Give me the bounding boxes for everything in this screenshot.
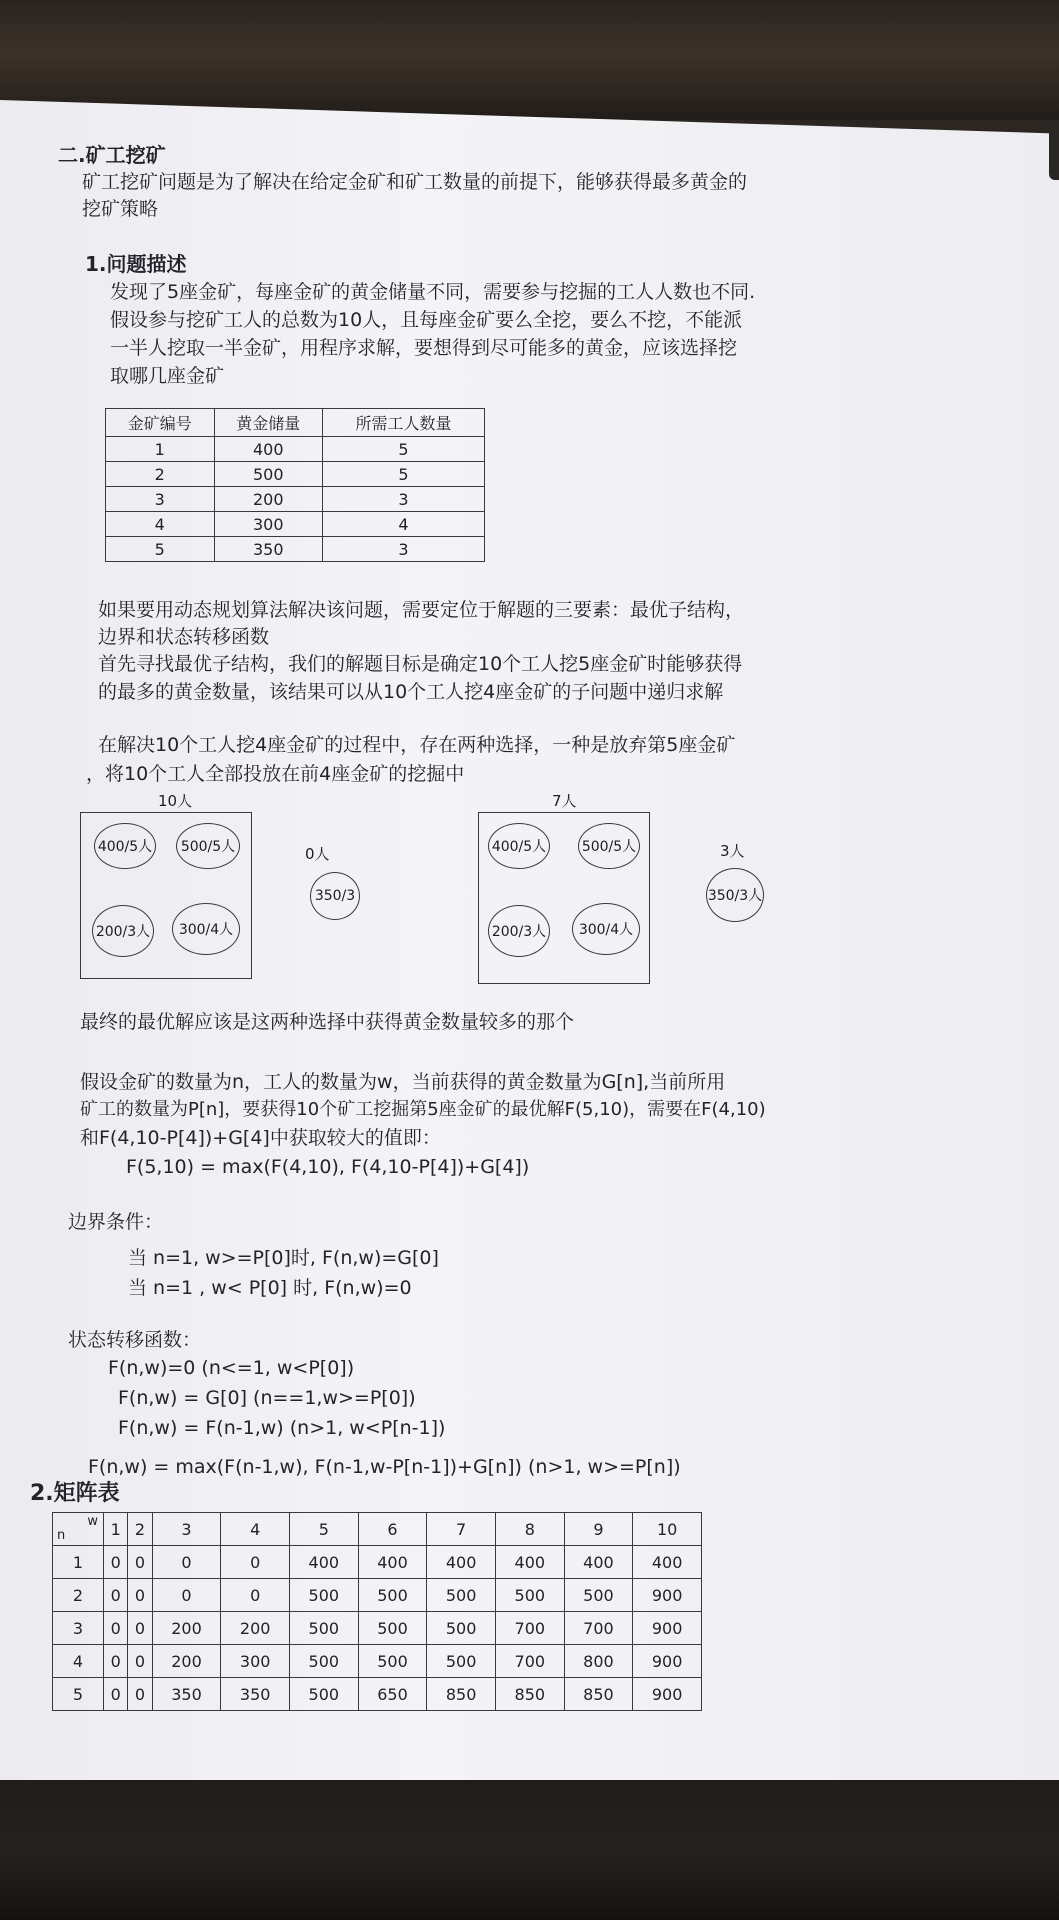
formula-line: 和F(4,10-P[4])+G[4]中获取较大的值即： xyxy=(80,1127,441,1149)
problem-line: 取哪几座金矿 xyxy=(110,365,225,387)
matrix-row-header: 3 xyxy=(53,1612,104,1645)
matrix-cell: 900 xyxy=(633,1645,702,1678)
problem-line: 一半人挖取一半金矿，用程序求解，要想得到尽可能多的黄金，应该选择挖 xyxy=(110,337,738,359)
desk-background-top xyxy=(0,0,1059,120)
transition-line: F(n,w) = G[0] (n==1,w>=P[0]) xyxy=(118,1387,416,1409)
transition-line: F(n,w) = F(n-1,w) (n>1, w<P[n-1]) xyxy=(118,1417,446,1439)
table-row xyxy=(106,537,485,562)
matrix-cell: 200 xyxy=(152,1645,221,1678)
table-header: 金矿编号 xyxy=(106,409,215,437)
diagram-right-label: 7人 xyxy=(552,792,577,810)
matrix-cell: 800 xyxy=(564,1645,633,1678)
matrix-col-header: 8 xyxy=(495,1513,564,1546)
table-cell: 200 xyxy=(214,487,323,512)
mine-circle: 400/5人 xyxy=(94,823,156,869)
corner-n: n xyxy=(57,1528,66,1543)
matrix-cell: 400 xyxy=(290,1546,359,1579)
matrix-cell: 900 xyxy=(633,1579,702,1612)
matrix-row xyxy=(53,1579,702,1612)
matrix-cell: 0 xyxy=(152,1546,221,1579)
matrix-cell: 300 xyxy=(221,1645,290,1678)
matrix-cell: 500 xyxy=(290,1579,359,1612)
matrix-col-header: 1 xyxy=(104,1513,128,1546)
boundary-heading: 边界条件： xyxy=(68,1211,164,1233)
table-cell: 350 xyxy=(214,537,323,562)
matrix-col-header: 9 xyxy=(564,1513,633,1546)
matrix-row xyxy=(53,1612,702,1645)
matrix-cell: 0 xyxy=(104,1546,128,1579)
matrix-cell: 0 xyxy=(221,1546,290,1579)
matrix-cell: 200 xyxy=(152,1612,221,1645)
matrix-cell: 400 xyxy=(495,1546,564,1579)
mine-circle: 350/3人 xyxy=(706,868,764,922)
matrix-cell: 0 xyxy=(104,1612,128,1645)
dp-line: 的最多的黄金数量，该结果可以从10个工人挖4座金矿的子问题中递归求解 xyxy=(98,681,724,703)
matrix-cell: 0 xyxy=(128,1612,152,1645)
matrix-cell: 0 xyxy=(128,1645,152,1678)
matrix-cell: 900 xyxy=(633,1678,702,1711)
matrix-cell: 0 xyxy=(104,1678,128,1711)
boundary-line: 当 n=1, w>=P[0]时, F(n,w)=G[0] xyxy=(128,1247,439,1269)
mine-circle: 500/5人 xyxy=(176,823,240,869)
corner-w: w xyxy=(87,1514,98,1529)
matrix-cell: 0 xyxy=(221,1579,290,1612)
table-row xyxy=(106,512,485,537)
matrix-row xyxy=(53,1546,702,1579)
table-cell: 4 xyxy=(106,512,215,537)
table-row xyxy=(106,462,485,487)
matrix-cell: 500 xyxy=(427,1579,496,1612)
matrix-cell: 500 xyxy=(358,1645,427,1678)
matrix-cell: 0 xyxy=(128,1546,152,1579)
matrix-row-header: 2 xyxy=(53,1579,104,1612)
transition-line: F(n,w) = max(F(n-1,w), F(n-1,w-P[n-1])+G[n]) (n>1, w>=P[n]) xyxy=(88,1456,681,1478)
matrix-cell: 400 xyxy=(564,1546,633,1579)
table-header: 黄金储量 xyxy=(214,409,323,437)
matrix-row-header: 5 xyxy=(53,1678,104,1711)
matrix-cell: 0 xyxy=(128,1579,152,1612)
matrix-col-header: 4 xyxy=(221,1513,290,1546)
matrix-cell: 500 xyxy=(290,1645,359,1678)
table-cell: 300 xyxy=(214,512,323,537)
matrix-cell: 900 xyxy=(633,1612,702,1645)
boundary-line: 当 n=1 , w< P[0] 时, F(n,w)=0 xyxy=(128,1277,412,1299)
table-cell: 3 xyxy=(106,487,215,512)
matrix-cell: 0 xyxy=(152,1579,221,1612)
formula-line: 矿工的数量为P[n]，要获得10个矿工挖掘第5座金矿的最优解F(5,10)，需要在F(4,10) xyxy=(80,1099,766,1120)
matrix-cell: 700 xyxy=(495,1645,564,1678)
problem-heading: 1.问题描述 xyxy=(85,252,187,276)
matrix-cell: 350 xyxy=(152,1678,221,1711)
matrix-cell: 0 xyxy=(104,1645,128,1678)
table-cell: 2 xyxy=(106,462,215,487)
dp-line: 首先寻找最优子结构，我们的解题目标是确定10个工人挖5座金矿时能够获得 xyxy=(98,653,743,675)
formula-line: 假设金矿的数量为n，工人的数量为w，当前获得的黄金数量为G[n],当前所用 xyxy=(80,1071,726,1093)
matrix-row xyxy=(53,1645,702,1678)
matrix-header-row xyxy=(53,1513,702,1546)
matrix-cell: 500 xyxy=(495,1579,564,1612)
matrix-cell: 500 xyxy=(427,1612,496,1645)
mine-circle: 300/4人 xyxy=(572,903,640,955)
mine-circle: 200/3人 xyxy=(488,905,550,957)
matrix-cell: 0 xyxy=(104,1579,128,1612)
matrix-col-header: 7 xyxy=(427,1513,496,1546)
matrix-col-header: 5 xyxy=(290,1513,359,1546)
problem-line: 发现了5座金矿，每座金矿的黄金储量不同，需要参与挖掘的工人人数也不同. xyxy=(110,281,756,303)
transition-line: F(n,w)=0 (n<=1, w<P[0]) xyxy=(108,1357,355,1379)
matrix-row-header: 4 xyxy=(53,1645,104,1678)
mine-circle: 200/3人 xyxy=(92,905,154,957)
table-header-row xyxy=(106,409,485,437)
mine-circle: 350/3 xyxy=(310,872,360,920)
dp-line: ，将10个工人全部投放在前4座金矿的挖掘中 xyxy=(86,763,465,785)
matrix-col-header: 2 xyxy=(128,1513,152,1546)
table-cell: 5 xyxy=(106,537,215,562)
matrix-cell: 500 xyxy=(290,1678,359,1711)
section-title: 二.矿工挖矿 xyxy=(58,143,166,167)
matrix-col-header: 3 xyxy=(152,1513,221,1546)
matrix-cell: 500 xyxy=(564,1579,633,1612)
matrix-cell: 500 xyxy=(358,1579,427,1612)
matrix-cell: 400 xyxy=(358,1546,427,1579)
table-cell: 3 xyxy=(323,537,485,562)
table-cell: 5 xyxy=(323,462,485,487)
dp-line: 如果要用动态规划算法解决该问题，需要定位于解题的三要素：最优子结构， xyxy=(98,599,745,621)
matrix-col-header: 10 xyxy=(633,1513,702,1546)
matrix-cell: 700 xyxy=(495,1612,564,1645)
matrix-corner xyxy=(53,1513,104,1546)
table-cell: 1 xyxy=(106,437,215,462)
matrix-table xyxy=(52,1512,702,1711)
formula-main: F(5,10) = max(F(4,10), F(4,10-P[4])+G[4]) xyxy=(126,1156,530,1178)
intro-line: 挖矿策略 xyxy=(82,198,159,220)
table-cell: 500 xyxy=(214,462,323,487)
matrix-cell: 650 xyxy=(358,1678,427,1711)
binder-clip xyxy=(1049,120,1059,180)
matrix-cell: 850 xyxy=(495,1678,564,1711)
dp-line: 在解决10个工人挖4座金矿的过程中，存在两种选择，一种是放弃第5座金矿 xyxy=(98,734,736,756)
intro-line: 矿工挖矿问题是为了解决在给定金矿和矿工数量的前提下，能够获得最多黄金的 xyxy=(82,171,748,193)
matrix-cell: 400 xyxy=(427,1546,496,1579)
diagram-left-side-label: 0人 xyxy=(305,845,330,863)
matrix-cell: 500 xyxy=(427,1645,496,1678)
matrix-heading: 2.矩阵表 xyxy=(30,1481,120,1506)
table-row xyxy=(106,487,485,512)
matrix-row xyxy=(53,1678,702,1711)
matrix-cell: 350 xyxy=(221,1678,290,1711)
table-row xyxy=(106,437,485,462)
mine-circle: 300/4人 xyxy=(172,903,240,955)
table-cell: 400 xyxy=(214,437,323,462)
matrix-cell: 0 xyxy=(128,1678,152,1711)
table-cell: 5 xyxy=(323,437,485,462)
matrix-cell: 850 xyxy=(427,1678,496,1711)
problem-line: 假设参与挖矿工人的总数为10人，且每座金矿要么全挖，要么不挖，不能派 xyxy=(110,309,743,331)
matrix-cell: 200 xyxy=(221,1612,290,1645)
conclusion-text: 最终的最优解应该是这两种选择中获得黄金数量较多的那个 xyxy=(80,1011,575,1033)
diagram-left-label: 10人 xyxy=(158,792,193,810)
matrix-cell: 850 xyxy=(564,1678,633,1711)
table-header: 所需工人数量 xyxy=(323,409,485,437)
table-cell: 3 xyxy=(323,487,485,512)
matrix-row-header: 1 xyxy=(53,1546,104,1579)
matrix-col-header: 6 xyxy=(358,1513,427,1546)
matrix-cell: 500 xyxy=(358,1612,427,1645)
diagram-right-side-label: 3人 xyxy=(720,842,745,860)
matrix-cell: 700 xyxy=(564,1612,633,1645)
transition-heading: 状态转移函数： xyxy=(68,1329,202,1351)
matrix-cell: 500 xyxy=(290,1612,359,1645)
table-cell: 4 xyxy=(323,512,485,537)
mine-table xyxy=(105,408,485,562)
mine-circle: 400/5人 xyxy=(488,823,550,869)
mine-circle: 500/5人 xyxy=(578,823,640,869)
dp-line: 边界和状态转移函数 xyxy=(98,626,270,648)
matrix-cell: 400 xyxy=(633,1546,702,1579)
